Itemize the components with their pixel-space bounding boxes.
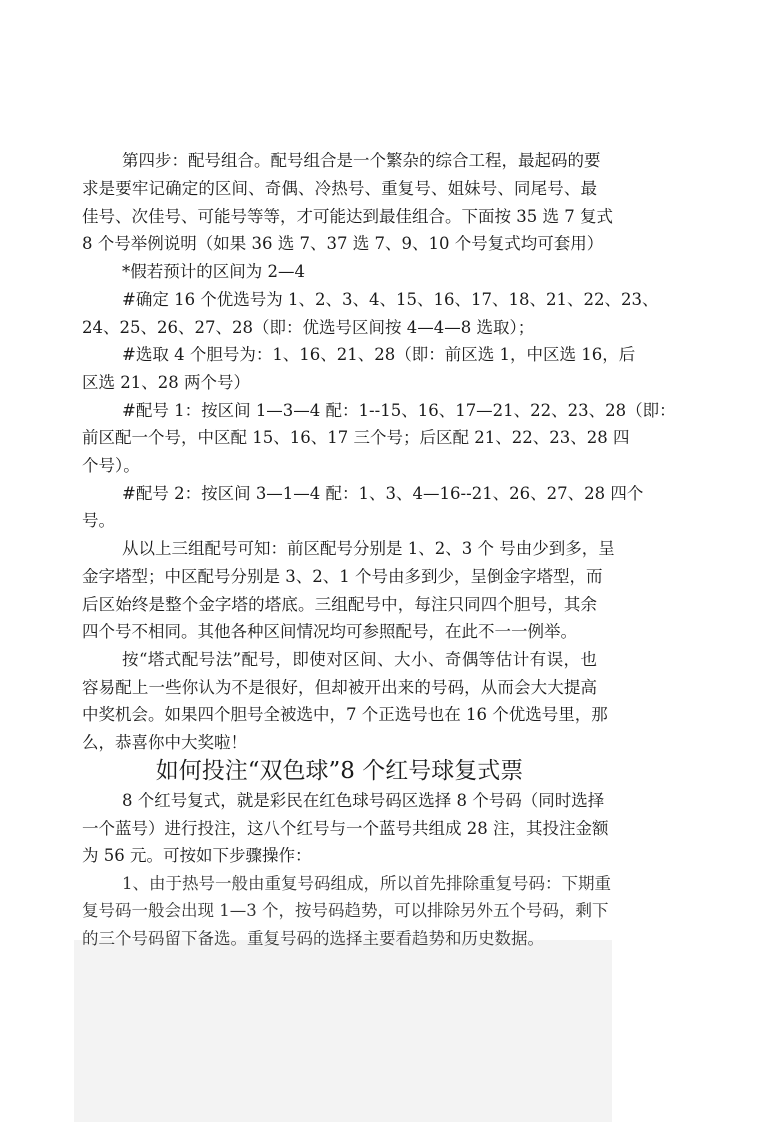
paragraph-line: 么，恭喜你中大奖啦！ (82, 733, 247, 752)
paragraph-line: 求是要牢记确定的区间、奇偶、冷热号、重复号、姐妹号、同尾号、最 (82, 179, 597, 198)
paragraph-line: 区选 21、28 两个号） (82, 373, 250, 392)
paragraph-line: 复号码一般会出现 1—3 个，按号码趋势，可以排除另外五个号码，剩下 (82, 901, 609, 920)
paragraph-line: #确定 16 个优选号为 1、2、3、4、15、16、17、18、21、22、23、 (122, 290, 659, 309)
paragraph-line: 1、由于热号一般由重复号码组成，所以首先排除重复号码：下期重 (122, 874, 611, 893)
paragraph-line: #配号 2：按区间 3—1—4 配：1、3、4—16--21、26、27、28 四个 (122, 484, 644, 503)
section-title: 如何投注“双色球”8 个红号球复式票 (155, 758, 524, 784)
paragraph-line: 后区始终是整个金字塔的塔底。三组配号中，每注只同四个胆号，其余 (82, 595, 597, 614)
paragraph-line: 第四步：配号组合。配号组合是一个繁杂的综合工程，最起码的要 (122, 151, 601, 170)
paragraph-line: 8 个号举例说明（如果 36 选 7、37 选 7、9、10 个号复式均可套用） (82, 234, 604, 253)
scan-shading (74, 940, 612, 1122)
paragraph-line: *假若预计的区间为 2—4 (122, 262, 305, 281)
paragraph-line: 四个号不相同。其他各种区间情况均可参照配号，在此不一一例举。 (82, 622, 577, 641)
paragraph-line: 8 个红号复式，就是彩民在红色球号码区选择 8 个号码（同时选择 (122, 791, 605, 810)
paragraph-line: 按“塔式配号法”配号，即使对区间、大小、奇偶等估计有误，也 (122, 650, 597, 669)
paragraph-line: 个号）。 (82, 456, 140, 475)
paragraph-line: 号。 (82, 511, 115, 530)
paragraph-line: 的三个号码留下备选。重复号码的选择主要看趋势和历史数据。 (82, 929, 544, 948)
paragraph-line: #选取 4 个胆号为：1、16、21、28（即：前区选 1，中区选 16，后 (122, 345, 636, 364)
paragraph-line: 为 56 元。可按如下步骤操作： (82, 846, 312, 865)
paragraph-line: 佳号、次佳号、可能号等等，才可能达到最佳组合。下面按 35 选 7 复式 (82, 207, 613, 226)
paragraph-line: 24、25、26、27、28（即：优选号区间按 4—4—8 选取）； (82, 318, 535, 337)
paragraph-line: 中奖机会。如果四个胆号全被选中，7 个正选号也在 16 个优选号里，那 (82, 705, 608, 724)
paragraph-line: 金字塔型；中区配号分别是 3、2、1 个号由多到少，呈倒金字塔型，而 (82, 567, 603, 586)
paragraph-line: 从以上三组配号可知：前区配号分别是 1、2、3 个 号由少到多，呈 (122, 539, 615, 558)
paragraph-line: 前区配一个号，中区配 15、16、17 三个号；后区配 21、22、23、28 四 (82, 428, 630, 447)
paragraph-line: #配号 1：按区间 1—3—4 配：1--15、16、17—21、22、23、28（即： (122, 401, 676, 420)
paragraph-line: 容易配上一些你认为不是很好，但却被开出来的号码，从而会大大提高 (82, 678, 597, 697)
paragraph-line: 一个蓝号）进行投注，这八个红号与一个蓝号共组成 28 注，其投注金额 (82, 819, 609, 838)
